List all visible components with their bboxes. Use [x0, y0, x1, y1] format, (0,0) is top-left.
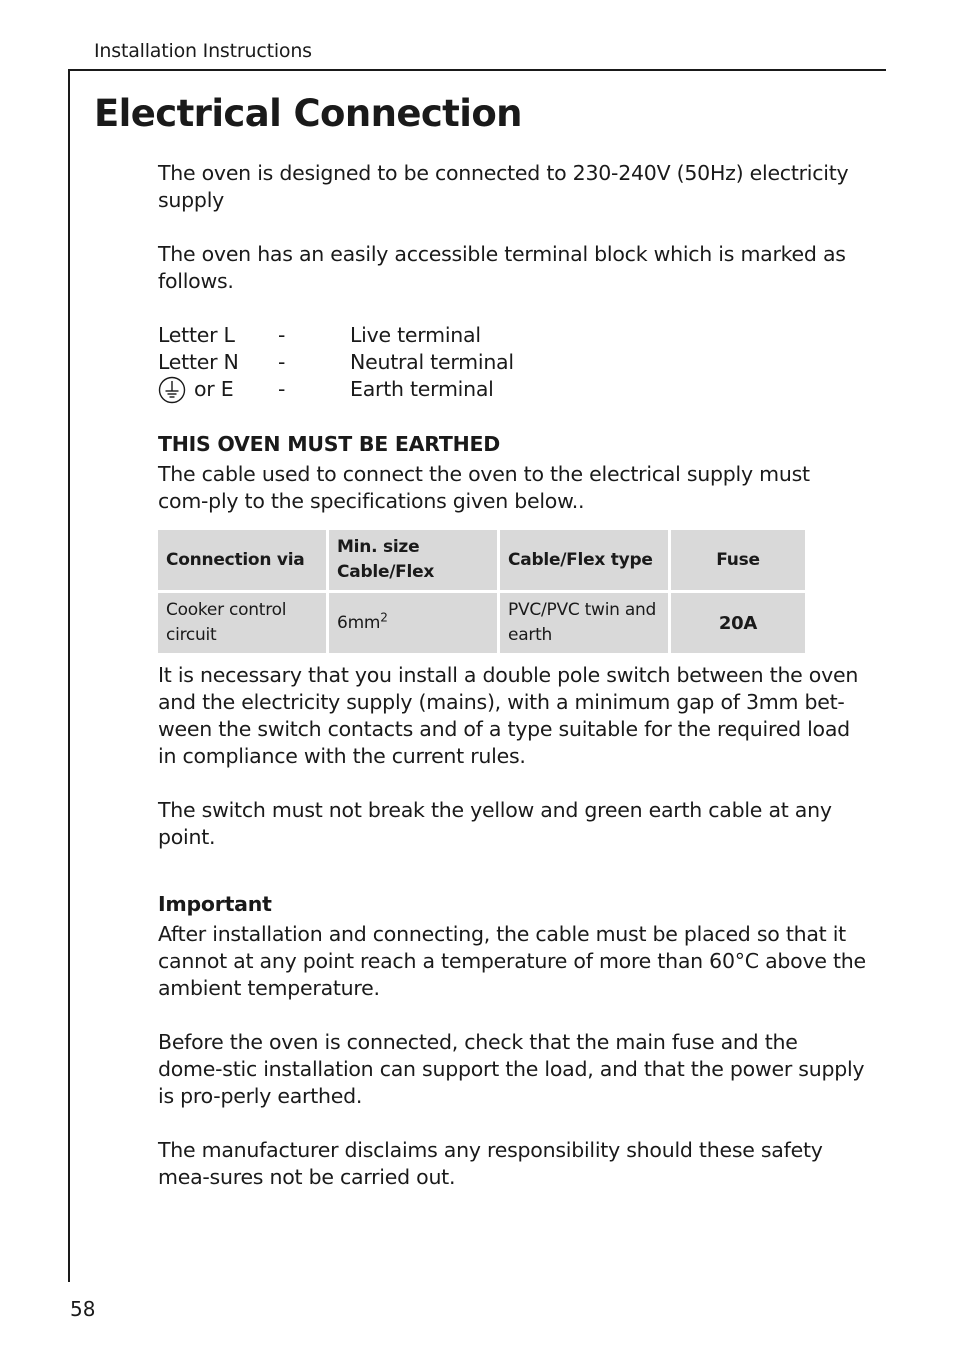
- terminal-label-earth: [158, 376, 278, 404]
- table-header-cell: Min. size Cable/Flex: [329, 530, 497, 590]
- terminal-label-text: or E: [194, 377, 234, 401]
- running-header: Installation Instructions: [94, 40, 312, 62]
- terminal-row-earth: [158, 376, 866, 403]
- table-cell-fuse: 20A: [671, 593, 805, 653]
- important-heading: Important: [158, 892, 272, 916]
- table-header-cell: Connection via: [158, 530, 326, 590]
- supply-paragraph: The oven is designed to be connected to 230-240V (50Hz) electricity supply: [158, 161, 849, 212]
- earthed-paragraph: The cable used to connect the oven to the electrical supply must com-ply to the specifications given below..: [158, 462, 810, 513]
- table-cell-connection: Cooker control circuit: [158, 593, 326, 653]
- page-number: 58: [70, 1297, 96, 1321]
- margin-rule: [68, 69, 70, 1282]
- terminal-row-live: [158, 322, 866, 349]
- terminal-dash: -: [278, 350, 286, 374]
- terminal-dash: -: [278, 377, 286, 401]
- table-cell-size: [329, 593, 497, 653]
- terminal-description: Live terminal: [350, 323, 481, 347]
- page-title: Electrical Connection: [94, 92, 522, 135]
- size-value: 6mm: [337, 612, 381, 633]
- terminal-description: Neutral terminal: [350, 350, 514, 374]
- terminal-block-paragraph: The oven has an easily accessible terminal block which is marked as follows.: [158, 242, 846, 293]
- header-rule: [68, 69, 886, 71]
- table-header-cell: Cable/Flex type: [500, 530, 668, 590]
- earthed-heading: THIS OVEN MUST BE EARTHED: [158, 432, 501, 456]
- table-row: [158, 593, 805, 653]
- cable-spec-table: [155, 527, 808, 656]
- table-header-row: [158, 530, 805, 590]
- terminal-label: Letter L: [158, 323, 235, 347]
- terminal-row-neutral: [158, 349, 866, 376]
- table-cell-type: PVC/PVC twin and earth: [500, 593, 668, 653]
- important-paragraph-3: The manufacturer disclaims any responsibility should these safety mea-sures not be carried out.: [158, 1138, 823, 1189]
- important-paragraph-2: Before the oven is connected, check that the main fuse and the dome-stic installation can support the load, and that the power supply is pro-perly earthed.: [158, 1030, 865, 1108]
- main-content: [158, 160, 866, 1191]
- important-paragraph-1: After installation and connecting, the cable must be placed so that it cannot at any point reach a temperature of more than 60°C above the ambient temperature.: [158, 922, 866, 1000]
- size-superscript: 2: [380, 609, 388, 624]
- terminal-description: Earth terminal: [350, 377, 494, 401]
- earth-ground-icon: [158, 376, 186, 404]
- table-header-cell: Fuse: [671, 530, 805, 590]
- terminal-list: [158, 322, 866, 403]
- earth-cable-paragraph: The switch must not break the yellow and green earth cable at any point.: [158, 798, 832, 849]
- terminal-label: Letter N: [158, 350, 239, 374]
- switch-paragraph: It is necessary that you install a double pole switch between the oven and the electricity supply (mains), with a minimum gap of 3mm bet-ween the switch contacts and of a type suitable for the required load in compliance with the current rules.: [158, 663, 859, 768]
- terminal-dash: -: [278, 323, 286, 347]
